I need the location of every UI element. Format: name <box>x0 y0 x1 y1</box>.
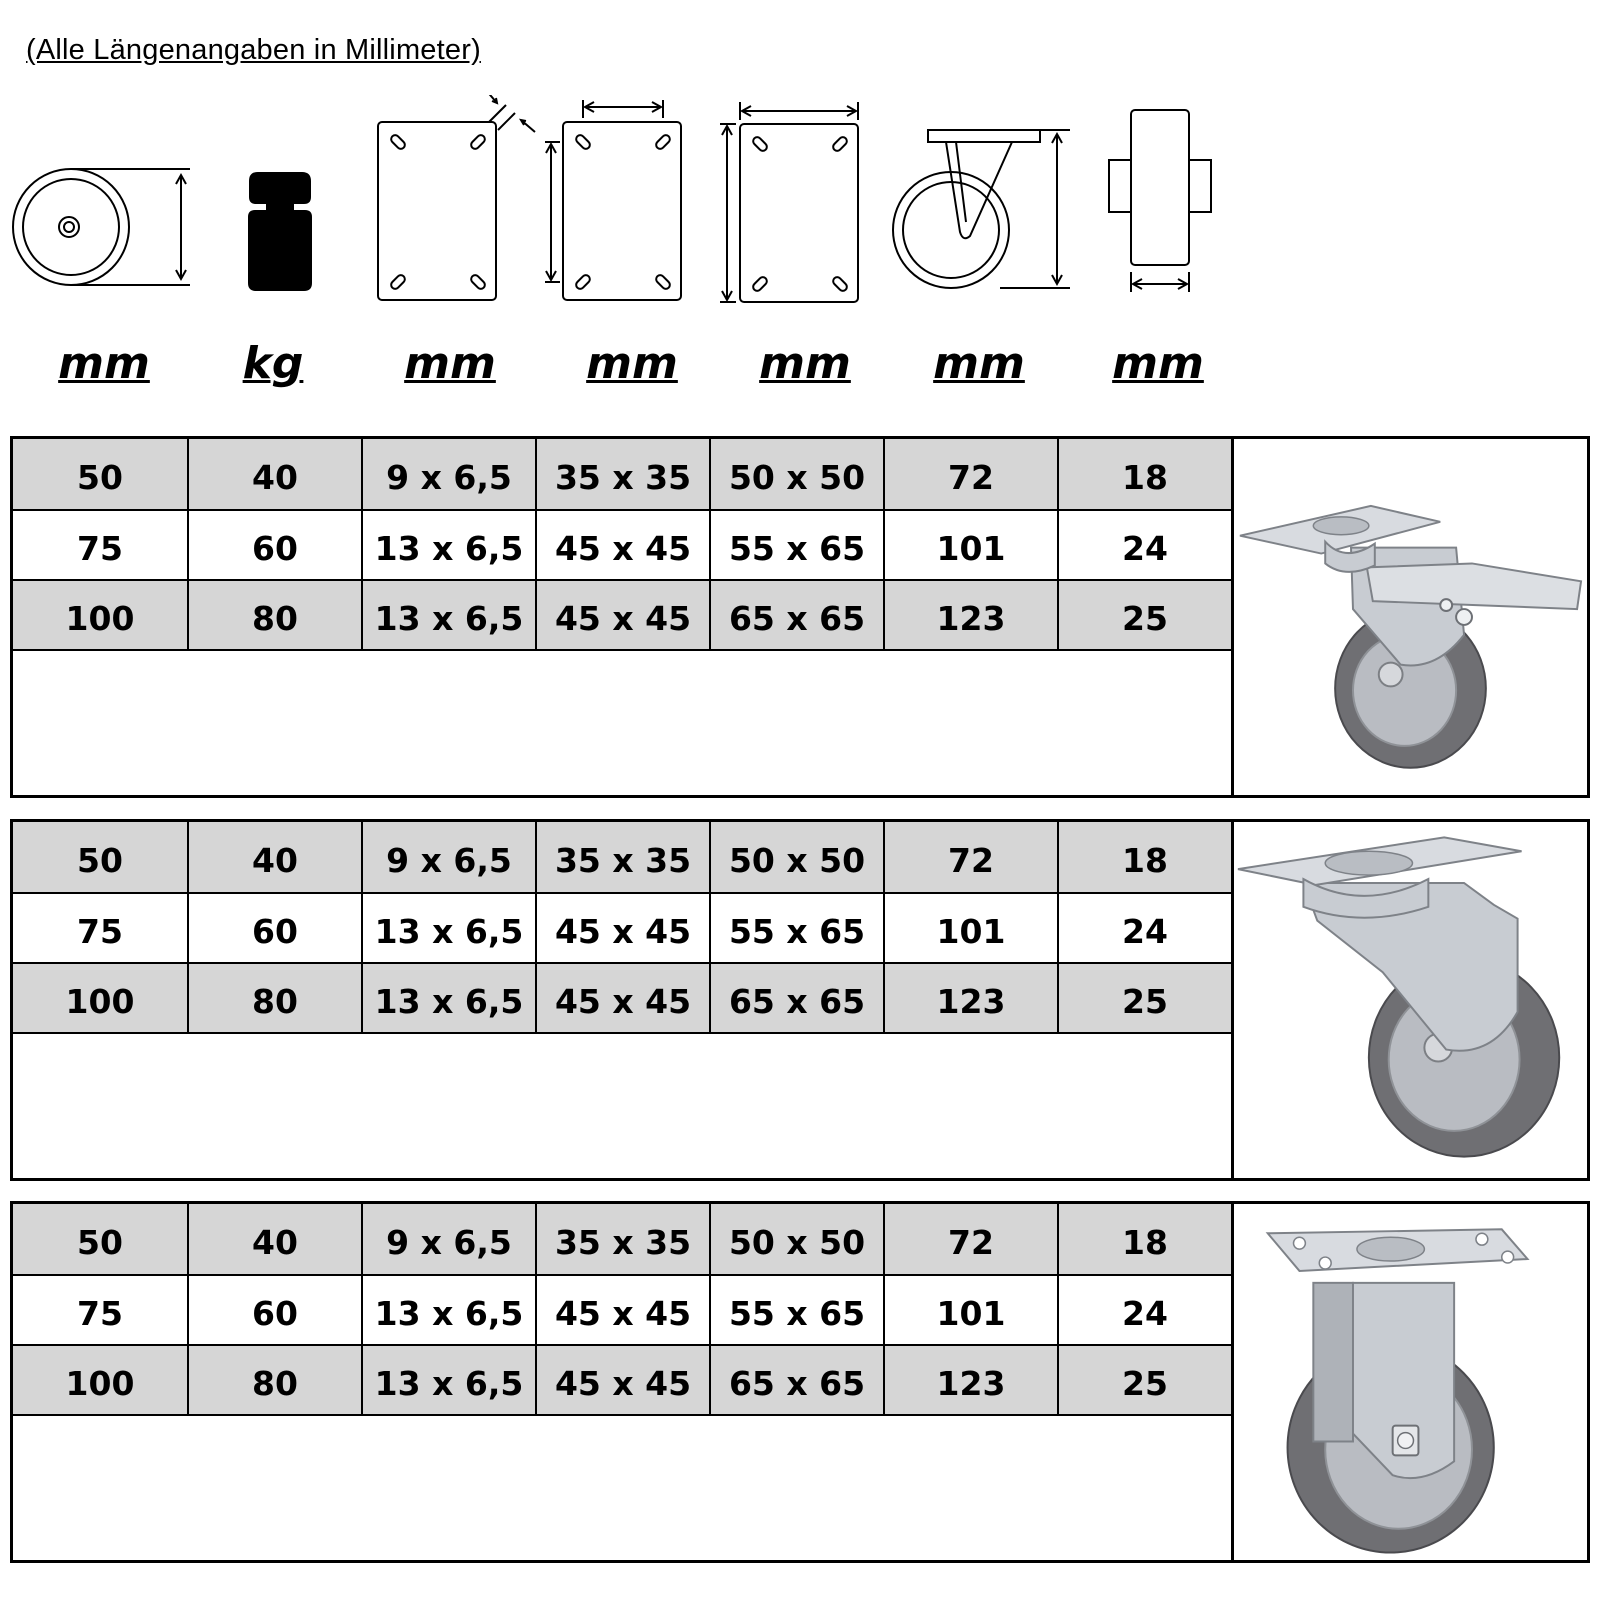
hole-spacing-cell: 35 x 35 <box>535 1204 709 1274</box>
wheel-width-cell: 24 <box>1057 511 1231 579</box>
total-height-cell: 72 <box>883 822 1057 892</box>
plate-size-cell: 65 x 65 <box>709 1346 883 1414</box>
caster-photo-swivel <box>1231 822 1587 1178</box>
dimension-icons <box>0 95 1240 325</box>
table-row <box>13 509 1231 579</box>
wheel-width-cell: 24 <box>1057 1276 1231 1344</box>
plate-size-cell: 50 x 50 <box>709 439 883 509</box>
hole-spacing-cell: 45 x 45 <box>535 1276 709 1344</box>
wheel-width-cell: 18 <box>1057 1204 1231 1274</box>
plate-size-icon <box>720 102 858 302</box>
weight-icon <box>249 173 311 290</box>
diameter-cell: 50 <box>77 457 123 497</box>
unit-label-plate-size: mm <box>759 338 851 389</box>
wheel-width-icon <box>1109 110 1211 292</box>
table-row <box>13 579 1231 649</box>
plate-size-cell: 50 x 50 <box>709 1204 883 1274</box>
unit-label-diameter: mm <box>58 338 150 389</box>
swivel-caster-with-brake-image <box>1234 439 1587 795</box>
plate-size-cell: 55 x 65 <box>709 1276 883 1344</box>
total-height-cell: 101 <box>883 894 1057 962</box>
caster-photo-fixed <box>1231 1204 1587 1560</box>
caster-table-swivel <box>10 819 1590 1181</box>
bolt-hole-cell: 13 x 6,5 <box>361 1346 535 1414</box>
unit-label-total-height: mm <box>933 338 1025 389</box>
hole-spacing-cell: 45 x 45 <box>535 964 709 1032</box>
bolt-hole-cell: 13 x 6,5 <box>361 964 535 1032</box>
units-note: (Alle Längenangaben in Millimeter) <box>26 34 481 66</box>
hole-spacing-cell: 45 x 45 <box>535 511 709 579</box>
unit-label-bolt-hole: mm <box>404 338 496 389</box>
plate-size-cell: 65 x 65 <box>709 581 883 649</box>
bolt-hole-cell: 13 x 6,5 <box>361 894 535 962</box>
diameter-cell: 75 <box>77 911 123 951</box>
load-cell: 80 <box>187 1346 361 1414</box>
caster-table-fixed <box>10 1201 1590 1563</box>
plate-size-cell: 55 x 65 <box>709 511 883 579</box>
swivel-caster-image <box>1234 822 1587 1178</box>
fixed-caster-image <box>1234 1204 1587 1560</box>
plate-size-cell: 65 x 65 <box>709 964 883 1032</box>
load-cell: 40 <box>187 822 361 892</box>
hole-spacing-cell: 35 x 35 <box>535 822 709 892</box>
spec-grid <box>13 822 1231 1034</box>
spec-grid <box>13 1204 1231 1416</box>
wheel-width-cell: 18 <box>1057 822 1231 892</box>
unit-label-hole-spacing: mm <box>586 338 678 389</box>
bolt-hole-icon <box>378 95 535 300</box>
total-height-cell: 72 <box>883 1204 1057 1274</box>
diameter-cell: 50 <box>77 840 123 880</box>
load-cell: 60 <box>187 1276 361 1344</box>
total-height-icon <box>893 130 1070 288</box>
wheel-width-cell: 18 <box>1057 439 1231 509</box>
total-height-cell: 123 <box>883 964 1057 1032</box>
total-height-cell: 123 <box>883 581 1057 649</box>
load-cell: 80 <box>187 964 361 1032</box>
unit-label-load: kg <box>242 338 304 389</box>
table-row <box>13 1204 1231 1274</box>
diameter-cell: 50 <box>77 1222 123 1262</box>
load-cell: 40 <box>187 1204 361 1274</box>
wheel-width-cell: 25 <box>1057 581 1231 649</box>
bolt-hole-cell: 9 x 6,5 <box>361 439 535 509</box>
load-cell: 60 <box>187 894 361 962</box>
diameter-cell: 100 <box>65 598 135 638</box>
diameter-cell: 100 <box>65 1363 135 1403</box>
load-cell: 40 <box>187 439 361 509</box>
total-height-cell: 123 <box>883 1346 1057 1414</box>
diameter-cell: 100 <box>65 981 135 1021</box>
wheel-width-cell: 25 <box>1057 1346 1231 1414</box>
hole-spacing-cell: 45 x 45 <box>535 894 709 962</box>
plate-size-cell: 50 x 50 <box>709 822 883 892</box>
load-cell: 60 <box>187 511 361 579</box>
caster-photo-braked <box>1231 439 1587 795</box>
spec-grid <box>13 439 1231 651</box>
wheel-width-cell: 25 <box>1057 964 1231 1032</box>
bolt-hole-cell: 9 x 6,5 <box>361 822 535 892</box>
table-row <box>13 892 1231 962</box>
unit-label-wheel-width: mm <box>1112 338 1204 389</box>
wheel-width-cell: 24 <box>1057 894 1231 962</box>
hole-spacing-cell: 45 x 45 <box>535 1346 709 1414</box>
wheel-diameter-icon <box>13 169 190 285</box>
diameter-cell: 75 <box>77 528 123 568</box>
total-height-cell: 101 <box>883 1276 1057 1344</box>
bolt-hole-cell: 9 x 6,5 <box>361 1204 535 1274</box>
hole-spacing-icon <box>545 100 681 300</box>
table-row <box>13 439 1231 509</box>
diameter-cell: 75 <box>77 1293 123 1333</box>
load-cell: 80 <box>187 581 361 649</box>
table-row <box>13 1344 1231 1414</box>
bolt-hole-cell: 13 x 6,5 <box>361 511 535 579</box>
bolt-hole-cell: 13 x 6,5 <box>361 581 535 649</box>
total-height-cell: 72 <box>883 439 1057 509</box>
hole-spacing-cell: 45 x 45 <box>535 581 709 649</box>
bolt-hole-cell: 13 x 6,5 <box>361 1276 535 1344</box>
total-height-cell: 101 <box>883 511 1057 579</box>
plate-size-cell: 55 x 65 <box>709 894 883 962</box>
table-row <box>13 962 1231 1032</box>
table-row <box>13 822 1231 892</box>
hole-spacing-cell: 35 x 35 <box>535 439 709 509</box>
caster-table-braked <box>10 436 1590 798</box>
table-row <box>13 1274 1231 1344</box>
